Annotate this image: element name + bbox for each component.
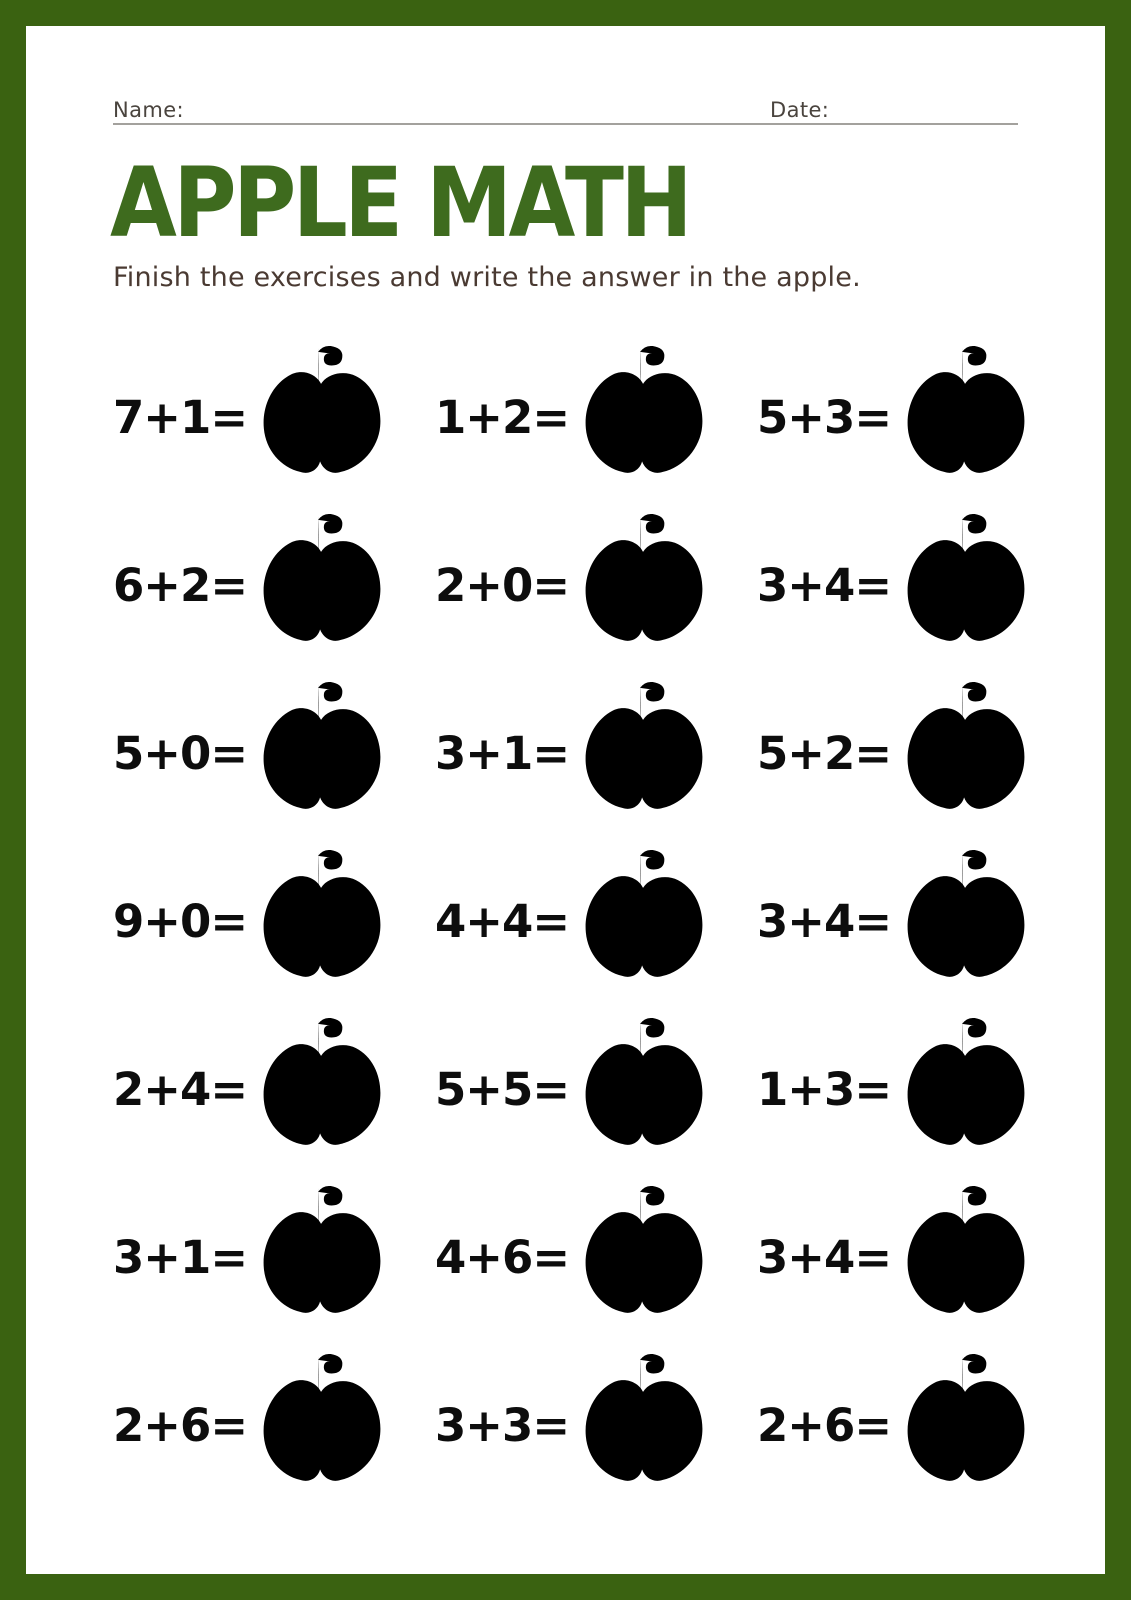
- problem-expression: 2+4=: [113, 1063, 248, 1116]
- problem-cell: [757, 1013, 1079, 1181]
- problem-expression: 9+0=: [113, 895, 248, 948]
- apple-outline-icon[interactable]: [259, 1351, 385, 1487]
- problem-expression: 4+6=: [435, 1231, 570, 1284]
- apple-outline-icon[interactable]: [259, 847, 385, 983]
- page-title: APPLE MATH: [110, 147, 690, 259]
- problem-cell: [757, 509, 1079, 677]
- apple-outline-icon[interactable]: [581, 511, 707, 647]
- problem-expression: 5+5=: [435, 1063, 570, 1116]
- problem-expression: 1+2=: [435, 391, 570, 444]
- problem-cell: [757, 1349, 1079, 1517]
- problem-cell: [757, 845, 1079, 1013]
- apple-outline-icon[interactable]: [581, 847, 707, 983]
- problems-grid: [26, 341, 1105, 1517]
- problem-expression: 3+4=: [757, 895, 892, 948]
- apple-outline-icon[interactable]: [903, 679, 1029, 815]
- name-date-fill-line[interactable]: [113, 123, 1018, 125]
- problem-cell: [113, 341, 435, 509]
- problem-cell: [757, 341, 1079, 509]
- apple-outline-icon[interactable]: [581, 679, 707, 815]
- problem-expression: 3+1=: [113, 1231, 248, 1284]
- problem-expression: 2+6=: [757, 1399, 892, 1452]
- apple-outline-icon[interactable]: [903, 1015, 1029, 1151]
- problem-expression: 2+0=: [435, 559, 570, 612]
- apple-outline-icon[interactable]: [581, 1015, 707, 1151]
- apple-outline-icon[interactable]: [259, 679, 385, 815]
- worksheet-page: [26, 26, 1105, 1574]
- problem-expression: 2+6=: [113, 1399, 248, 1452]
- apple-outline-icon[interactable]: [903, 343, 1029, 479]
- problem-expression: 3+1=: [435, 727, 570, 780]
- problem-cell: [757, 1181, 1079, 1349]
- name-label: Name:: [113, 98, 185, 122]
- apple-outline-icon[interactable]: [903, 847, 1029, 983]
- apple-outline-icon[interactable]: [259, 343, 385, 479]
- date-label: Date:: [770, 98, 830, 122]
- problem-cell: [113, 1181, 435, 1349]
- apple-outline-icon[interactable]: [903, 1351, 1029, 1487]
- problem-expression: 3+3=: [435, 1399, 570, 1452]
- apple-outline-icon[interactable]: [581, 343, 707, 479]
- apple-outline-icon[interactable]: [903, 1183, 1029, 1319]
- problem-expression: 3+4=: [757, 1231, 892, 1284]
- problem-cell: [113, 509, 435, 677]
- problem-cell: [113, 677, 435, 845]
- problem-cell: [435, 509, 757, 677]
- problem-expression: 5+0=: [113, 727, 248, 780]
- problem-cell: [435, 677, 757, 845]
- apple-outline-icon[interactable]: [259, 1015, 385, 1151]
- problem-cell: [113, 1013, 435, 1181]
- problem-cell: [435, 1181, 757, 1349]
- apple-outline-icon[interactable]: [581, 1351, 707, 1487]
- problem-expression: 5+2=: [757, 727, 892, 780]
- apple-outline-icon[interactable]: [903, 511, 1029, 647]
- subtitle: Finish the exercises and write the answer in the apple.: [113, 262, 861, 293]
- problem-cell: [435, 341, 757, 509]
- problem-cell: [435, 1013, 757, 1181]
- problem-cell: [757, 677, 1079, 845]
- problem-cell: [435, 845, 757, 1013]
- problem-cell: [113, 845, 435, 1013]
- problem-expression: 1+3=: [757, 1063, 892, 1116]
- problem-expression: 6+2=: [113, 559, 248, 612]
- problem-expression: 3+4=: [757, 559, 892, 612]
- apple-outline-icon[interactable]: [581, 1183, 707, 1319]
- problem-expression: 5+3=: [757, 391, 892, 444]
- apple-outline-icon[interactable]: [259, 1183, 385, 1319]
- apple-outline-icon[interactable]: [259, 511, 385, 647]
- problem-expression: 7+1=: [113, 391, 248, 444]
- problem-expression: 4+4=: [435, 895, 570, 948]
- problem-cell: [113, 1349, 435, 1517]
- problem-cell: [435, 1349, 757, 1517]
